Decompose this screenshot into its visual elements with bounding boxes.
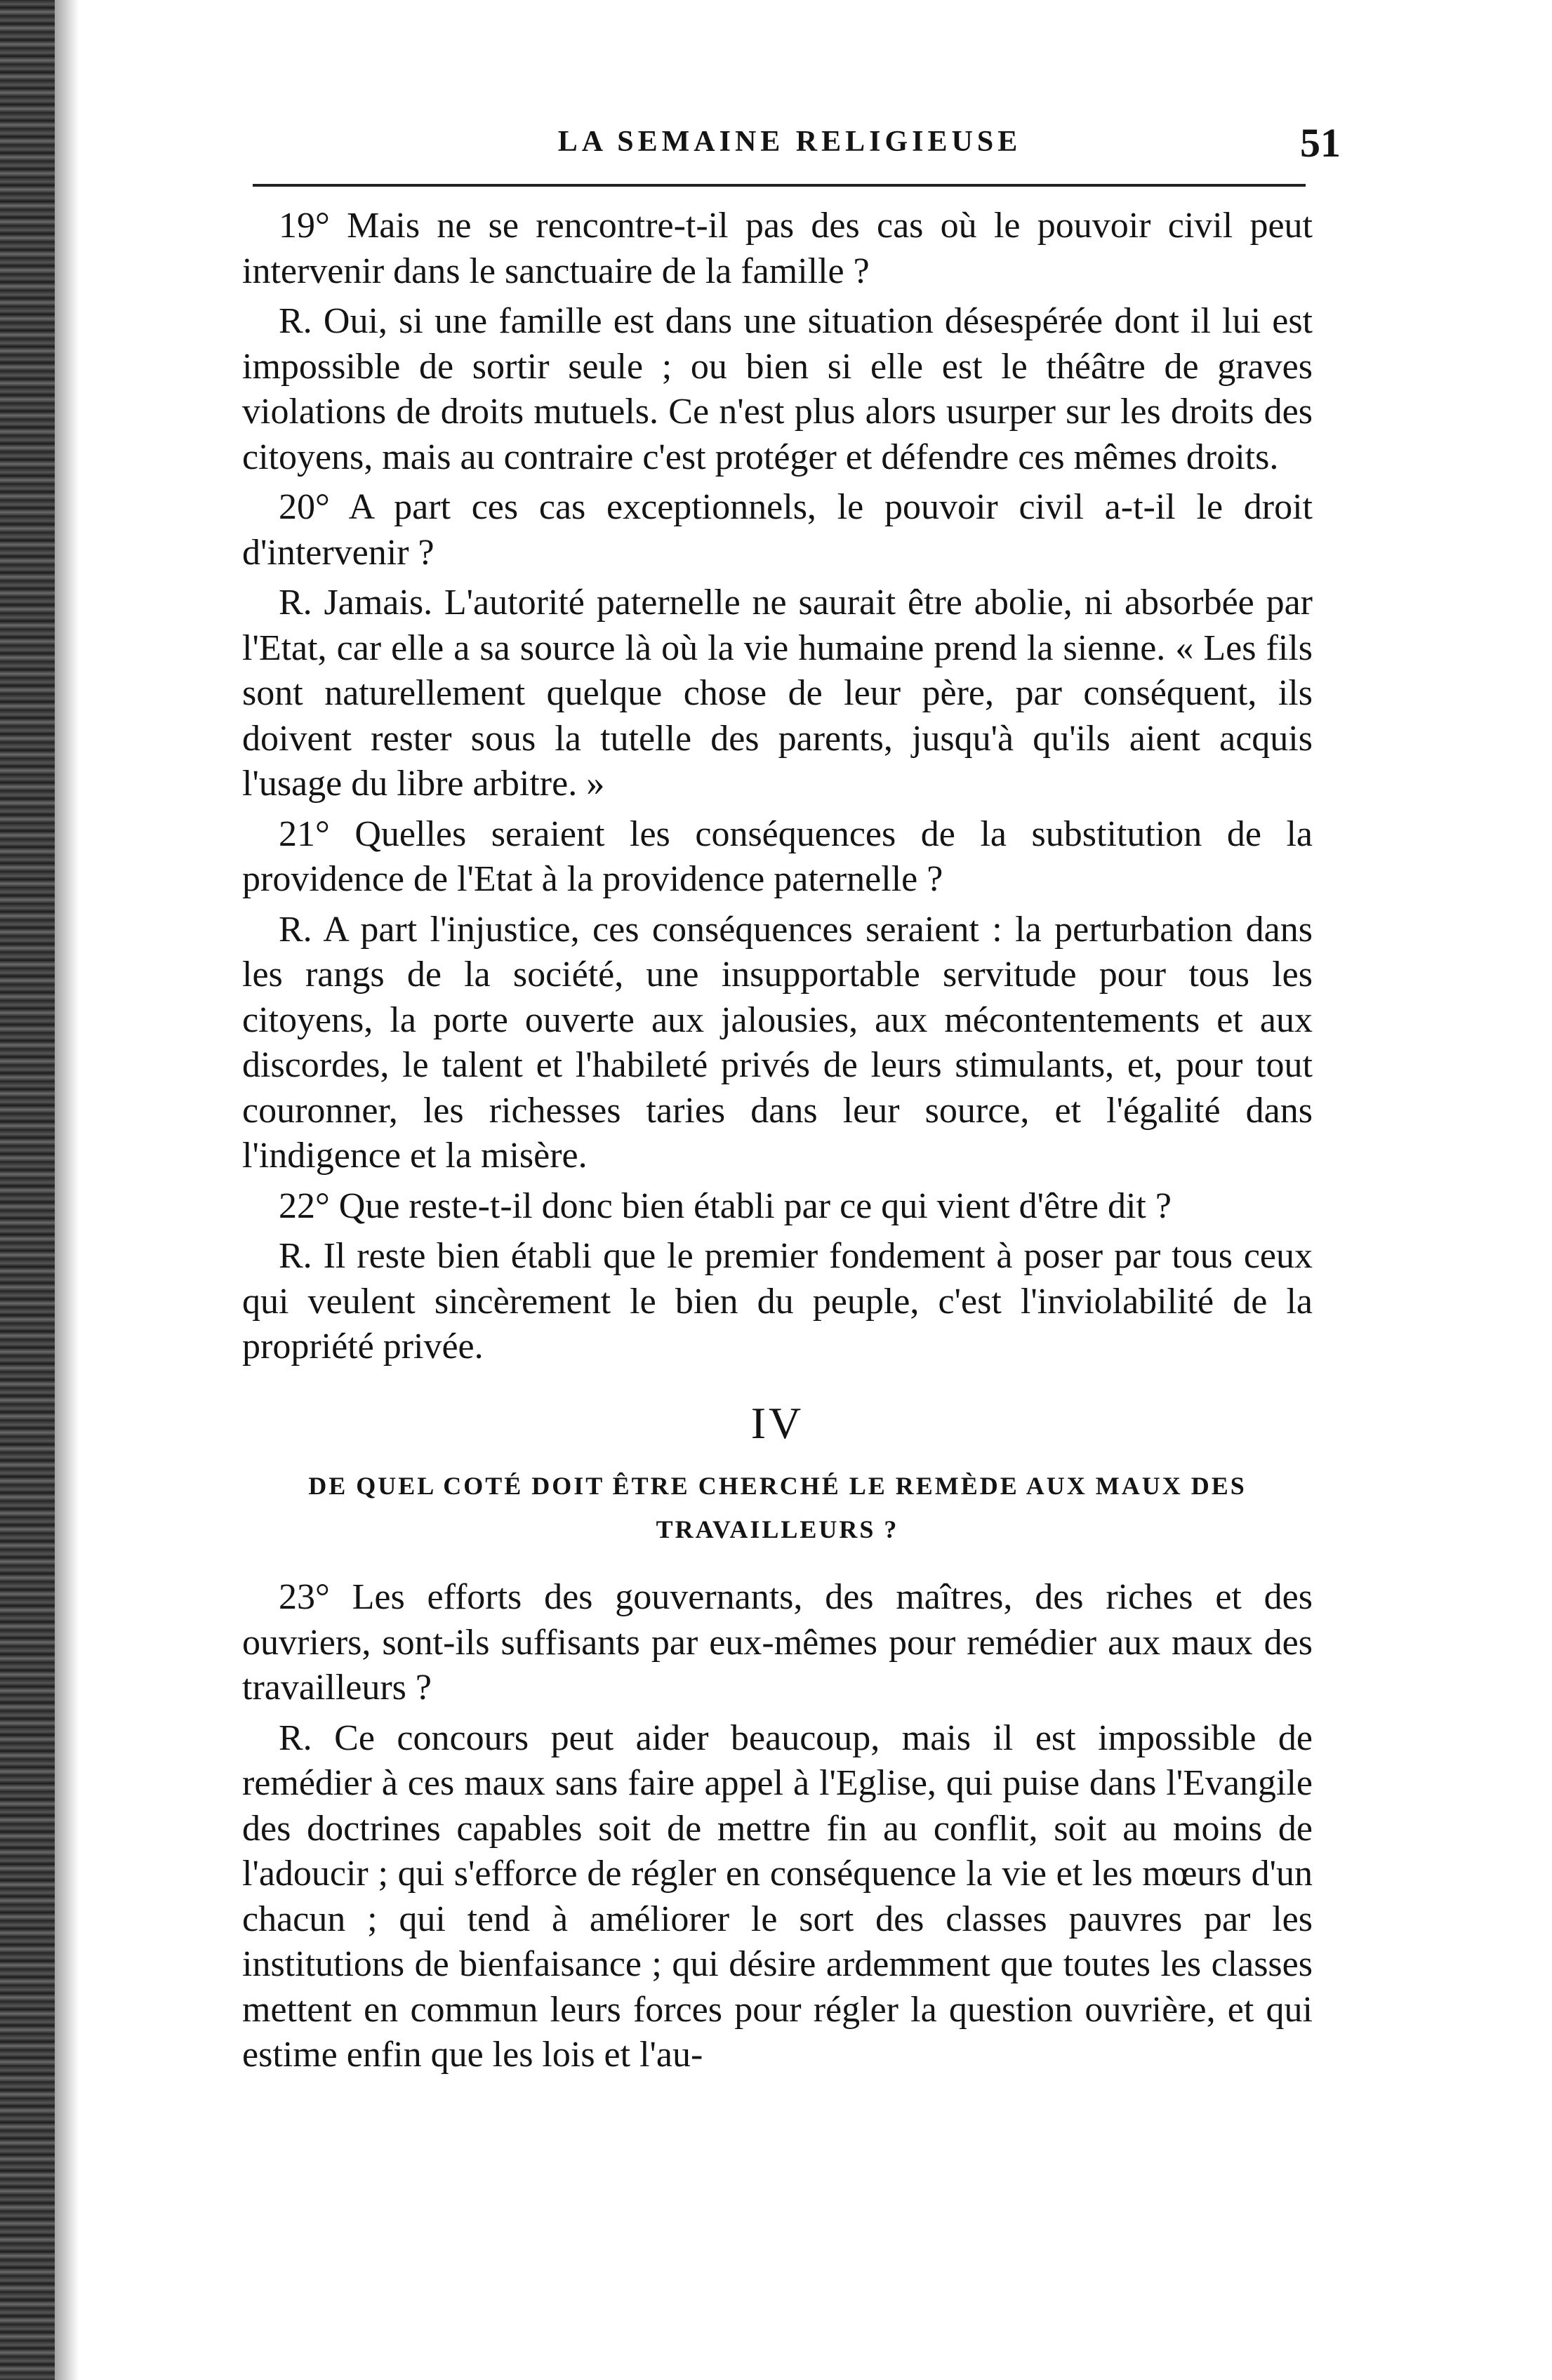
question-23: 23° Les efforts des gouvernants, des maîtres, des riches et des ouvriers, sont-ils suffisants par eux-mêmes pour remédier aux maux des travailleurs ?	[242, 1577, 1313, 1708]
header-rule	[253, 184, 1306, 187]
binding-edge	[0, 0, 55, 2380]
answer-21: R. A part l'injustice, ces conséquences seraient : la perturbation dans les rangs de la société, une insupportable servitude pour tous les citoyens, la porte ouverte aux jalousies, aux mécontentements et aux discordes, le talent et l'habileté privés de leurs stimulants, et, pour tout couronner, les richesses taries dans leur source, et l'égalité dans l'indigence et la misère.	[242, 909, 1313, 1176]
question-20: 20° A part ces cas exceptionnels, le pouvoir civil a-t-il le droit d'intervenir ?	[242, 487, 1313, 573]
question-21: 21° Quelles seraient les conséquences de la substitution de la providence de l'Etat à la providence paternelle ?	[242, 813, 1313, 899]
binding-shadow	[55, 0, 79, 2380]
answer-19: R. Oui, si une famille est dans une situation désespérée dont il lui est impossible de sortir seule ; ou bien si elle est le théâtre de graves violations de droits mutuels. Ce n'est plus alors usurper sur les droits des citoyens, mais au contraire c'est protéger et défendre ces mêmes droits.	[242, 301, 1313, 477]
section-numeral: IV	[750, 1397, 804, 1448]
page-number: 51	[1300, 120, 1341, 166]
running-title: LA SEMAINE RELIGIEUSE	[557, 126, 1022, 158]
question-22: 22° Que reste-t-il donc bien établi par ce qui vient d'être dit ?	[279, 1185, 1172, 1226]
answer-23: R. Ce concours peut aider beaucoup, mais il est impossible de remédier à ces maux sans faire appel à l'Eglise, qui puise dans l'Evangile des doctrines capables soit de mettre fin au conflit, soit au moins de l'adoucir ; qui s'efforce de régler en conséquence la vie et les mœurs d'un chacun ; qui tend à améliorer le sort des classes pauvres par les institutions de bienfaisance ; qui désire ardemment que toutes les classes mettent en commun leurs forces pour régler la question ouvrière, et qui estime enfin que les lois et l'au-	[242, 1717, 1313, 2075]
section-heading: DE QUEL COTÉ DOIT ÊTRE CHERCHÉ LE REMÈDE AUX MAUX DES TRAVAILLEURS ?	[308, 1472, 1247, 1543]
answer-22: R. Il reste bien établi que le premier fondement à poser par tous ceux qui veulent sincèrement le bien du peuple, c'est l'inviolabilité de la propriété privée.	[242, 1236, 1313, 1367]
answer-20: R. Jamais. L'autorité paternelle ne saurait être abolie, ni absorbée par l'Etat, car elle a sa source là où la vie humaine prend la sienne. « Les fils sont naturellement quelque chose de leur père, par conséquent, ils doivent rester sous la tutelle des parents, jusqu'à qu'ils aient acquis l'usage du libre arbitre. »	[242, 583, 1313, 804]
question-19: 19° Mais ne se rencontre-t-il pas des cas où le pouvoir civil peut intervenir dans le sanctuaire de la famille ?	[242, 206, 1313, 291]
body-text	[242, 204, 1313, 2083]
running-head	[253, 119, 1341, 168]
